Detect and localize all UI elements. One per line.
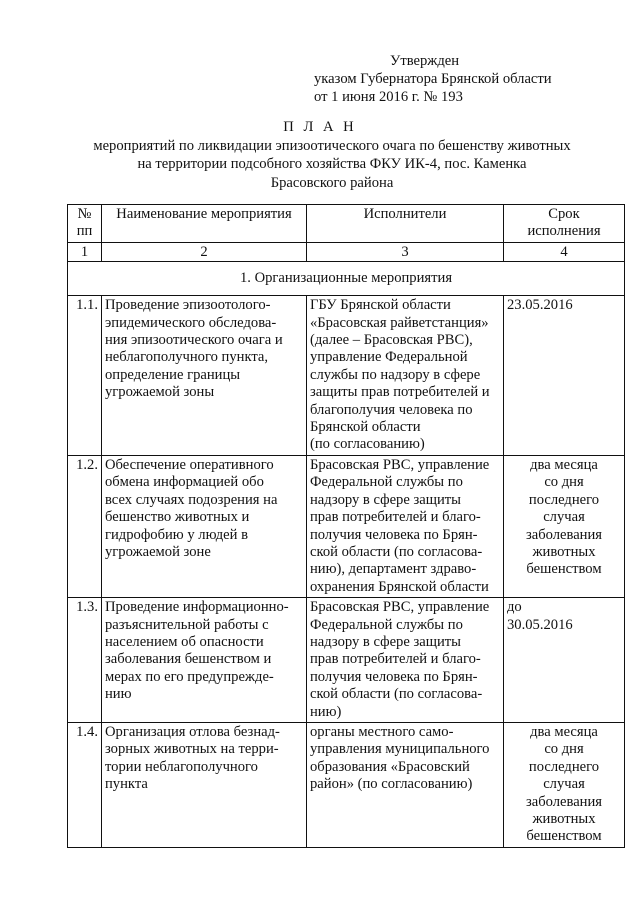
cell-executors-line: прав потребителей и благо-: [310, 651, 481, 668]
cell-name-line: гидрофобию у людей в: [105, 526, 248, 543]
cell-executors-line: (далее – Брасовская РВС),: [310, 332, 473, 349]
column-index: 3: [307, 242, 504, 261]
cell-name-line: неблагополучного пункта,: [105, 349, 269, 366]
cell-deadline-line: случая: [543, 509, 585, 526]
cell-executors: [307, 598, 504, 723]
cell-executors-line: управление Федеральной: [310, 349, 468, 366]
table-row: [68, 722, 625, 847]
cell-name-line: всех случаях подозрения на: [105, 491, 278, 508]
cell-name-line: заболевания бешенством и: [105, 651, 272, 668]
column-index: 4: [504, 242, 625, 261]
plan-subtitle: [40, 137, 624, 192]
subtitle-line: мероприятий по ликвидации эпизоотического очага по бешенству животных: [93, 138, 571, 154]
cell-name-line: разъяснительной работы с: [105, 616, 269, 633]
cell-executors-line: нию), департамент здраво-: [310, 561, 477, 578]
cell-executors-line: получия человека по Брян-: [310, 668, 478, 685]
cell-deadline-line: животных: [532, 811, 596, 827]
cell-name-line: нию: [105, 686, 132, 703]
cell-num: [68, 296, 102, 456]
cell-deadline-line: со дня: [544, 474, 584, 491]
cell-executors-line: благополучия человека по: [310, 401, 473, 418]
plan-title: П Л А Н: [283, 119, 357, 135]
header-num: № пп: [68, 205, 102, 243]
cell-deadline-line: последнего: [528, 758, 600, 775]
column-index-row: [68, 242, 625, 261]
cell-name-line: населением об опасности: [105, 633, 264, 650]
cell-deadline-line: два месяца: [530, 723, 598, 740]
cell-name: [102, 455, 307, 597]
cell-deadline-line: заболевания: [525, 793, 603, 810]
cell-name-line: тории неблагополучного: [105, 758, 258, 775]
cell-executors-line: охранения Брянской области: [310, 578, 489, 595]
cell-num-line: 1.1.: [76, 297, 98, 314]
cell-deadline-line: бешенством: [526, 828, 602, 845]
table-row: [68, 455, 625, 597]
cell-executors-line: надзору в сфере защиты: [310, 491, 461, 508]
cell-name-line: обмена информацией обо: [105, 474, 264, 491]
cell-executors-line: Брянской области: [310, 419, 421, 436]
cell-name-line: Проведение информационно-: [105, 599, 289, 616]
cell-deadline-line: заболевания: [525, 526, 603, 543]
section-title: 1. Организационные мероприятия: [68, 261, 625, 295]
column-index: 1: [68, 242, 102, 261]
cell-executors: [307, 455, 504, 597]
cell-name-line: угрожаемой зоне: [105, 543, 211, 560]
approval-line-date-number: от 1 июня 2016 г. № 193: [314, 89, 463, 105]
approval-line-decree: указом Губернатора Брянской области: [314, 71, 552, 87]
cell-name-line: Проведение эпизоотолого-: [105, 297, 271, 314]
cell-executors-line: защиты прав потребителей и: [310, 384, 490, 401]
cell-executors-line: нию): [310, 703, 342, 720]
cell-deadline: [504, 455, 625, 597]
cell-executors-line: Федеральной службы по: [310, 474, 463, 491]
cell-executors-line: прав потребителей и благо-: [310, 509, 481, 526]
cell-executors-line: органы местного само-: [310, 723, 454, 740]
cell-deadline-line: 23.05.2016: [507, 297, 573, 314]
cell-name-line: ния эпизоотического очага и: [105, 332, 283, 349]
subtitle-line: на территории подсобного хозяйства ФКУ ИК-4, пос. Каменка: [137, 156, 527, 173]
cell-num-line: 1.4.: [76, 723, 98, 740]
cell-deadline-line: бешенством: [526, 561, 602, 578]
cell-name-line: определение границы: [105, 366, 241, 383]
cell-deadline: [504, 598, 625, 723]
cell-executors: [307, 296, 504, 456]
cell-executors-line: «Брасовская райветстанция»: [310, 314, 489, 331]
cell-executors-line: Федеральной службы по: [310, 616, 463, 633]
cell-deadline: [504, 296, 625, 456]
cell-executors-line: ской области (по согласова-: [310, 686, 483, 703]
cell-deadline: [504, 722, 625, 847]
cell-deadline-line: случая: [543, 776, 585, 793]
cell-executors-line: службы по надзору в сфере: [310, 366, 481, 383]
cell-executors-line: надзору в сфере защиты: [310, 633, 461, 650]
header-executors: Исполнители: [307, 205, 504, 243]
cell-executors-line: ГБУ Брянской области: [310, 297, 451, 314]
cell-name-line: Организация отлова безнад-: [105, 723, 280, 740]
table-row: [68, 296, 625, 456]
table-row: [68, 598, 625, 723]
cell-name-line: угрожаемой зоны: [105, 384, 215, 401]
cell-executors-line: образования «Брасовский: [310, 758, 470, 775]
cell-deadline-line: 30.05.2016: [507, 616, 573, 633]
cell-executors-line: получия человека по Брян-: [310, 526, 478, 543]
cell-executors-line: район» (по согласованию): [310, 776, 473, 793]
cell-num: [68, 722, 102, 847]
subtitle-line: Брасовского района: [270, 174, 394, 191]
cell-name: [102, 296, 307, 456]
cell-name-line: бешенство животных и: [105, 509, 250, 526]
cell-name-line: Обеспечение оперативного: [105, 456, 274, 473]
plan-table: [67, 204, 625, 848]
cell-num-line: 1.3.: [76, 599, 98, 616]
cell-executors-line: ской области (по согласова-: [310, 543, 483, 560]
table-header-row: [68, 205, 625, 243]
approval-line-approved: Утвержден: [390, 53, 460, 69]
cell-deadline-line: последнего: [528, 491, 600, 508]
table-body: [68, 296, 625, 848]
cell-executors-line: Брасовская РВС, управление: [310, 456, 490, 473]
cell-executors-line: управления муниципального: [310, 741, 490, 758]
cell-name-line: пункта: [105, 776, 148, 793]
cell-name: [102, 598, 307, 723]
cell-deadline-line: два месяца: [530, 456, 598, 473]
header-name: Наименование мероприятия: [102, 205, 307, 243]
cell-deadline-line: со дня: [544, 741, 584, 758]
cell-executors-line: Брасовская РВС, управление: [310, 599, 490, 616]
cell-name: [102, 722, 307, 847]
cell-deadline-line: животных: [532, 543, 596, 560]
cell-executors: [307, 722, 504, 847]
column-index: 2: [102, 242, 307, 261]
cell-deadline-line: до: [507, 599, 522, 616]
header-deadline: Срок исполнения: [504, 205, 625, 243]
cell-executors-line: (по согласованию): [310, 436, 425, 453]
section-row: [68, 261, 625, 295]
cell-num: [68, 598, 102, 723]
cell-name-line: эпидемического обследова-: [105, 314, 277, 331]
cell-num: [68, 455, 102, 597]
cell-name-line: мерах по его предупрежде-: [105, 668, 274, 685]
cell-name-line: зорных животных на терри-: [105, 741, 279, 758]
cell-num-line: 1.2.: [76, 456, 98, 473]
